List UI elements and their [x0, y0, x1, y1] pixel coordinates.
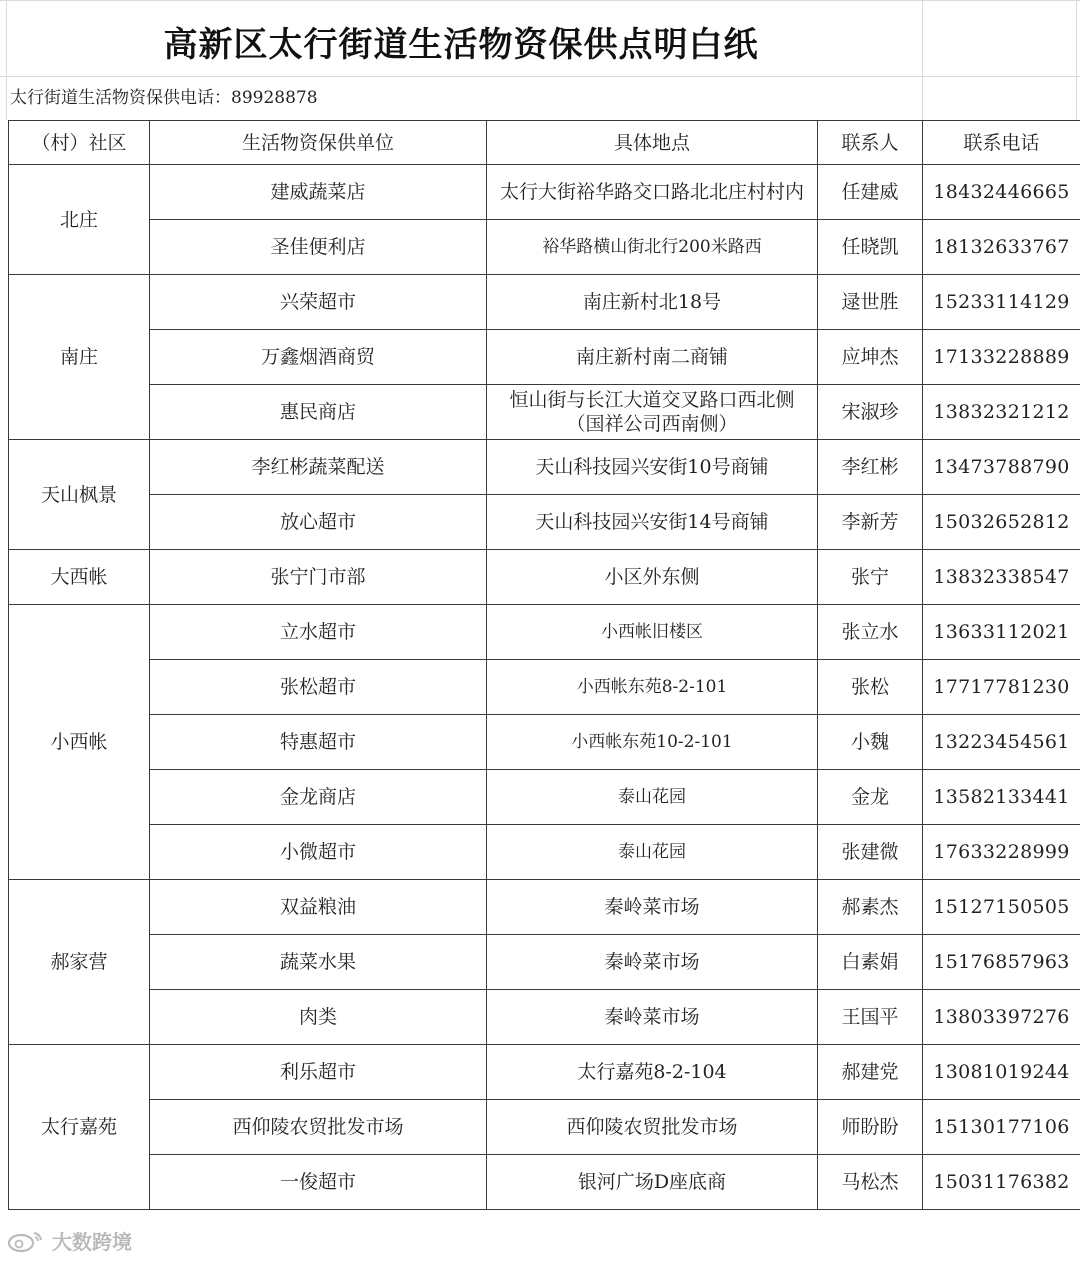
table-row	[9, 550, 1080, 605]
contact-cell: 李红彬	[818, 440, 923, 495]
table-row	[9, 715, 1080, 770]
address-cell: 南庄新村北18号	[487, 275, 818, 330]
table-row	[9, 1045, 1080, 1100]
address-cell: 西仰陵农贸批发市场	[487, 1100, 818, 1155]
header-address: 具体地点	[487, 121, 818, 165]
community-cell: 北庄	[9, 165, 150, 275]
supply-unit-cell: 万鑫烟酒商贸	[150, 330, 487, 385]
phone-cell: 13473788790	[923, 440, 1080, 495]
phone-cell: 17717781230	[923, 660, 1080, 715]
contact-cell: 金龙	[818, 770, 923, 825]
phone-cell: 13633112021	[923, 605, 1080, 660]
address-cell: 小西帐东苑8-2-101	[487, 660, 818, 715]
table-row	[9, 770, 1080, 825]
table-row	[9, 165, 1080, 220]
address-cell: 小西帐东苑10-2-101	[487, 715, 818, 770]
supply-unit-cell: 利乐超市	[150, 1045, 487, 1100]
contact-cell: 张立水	[818, 605, 923, 660]
contact-cell: 郝素杰	[818, 880, 923, 935]
address-cell: 恒山街与长江大道交叉路口西北侧（国祥公司西南侧）	[487, 385, 818, 440]
phone-cell: 13803397276	[923, 990, 1080, 1045]
supply-unit-cell: 肉类	[150, 990, 487, 1045]
supply-unit-cell: 小微超市	[150, 825, 487, 880]
phone-cell: 17133228889	[923, 330, 1080, 385]
phone-cell: 18132633767	[923, 220, 1080, 275]
community-cell: 太行嘉苑	[9, 1045, 150, 1210]
phone-cell: 15031176382	[923, 1155, 1080, 1210]
phone-cell: 15127150505	[923, 880, 1080, 935]
page-title: 高新区太行街道生活物资保供点明白纸	[163, 24, 759, 65]
community-cell: 天山枫景	[9, 440, 150, 550]
supply-unit-cell: 金龙商店	[150, 770, 487, 825]
contact-cell: 张松	[818, 660, 923, 715]
table-row	[9, 385, 1080, 440]
supply-unit-cell: 一俊超市	[150, 1155, 487, 1210]
table-row	[9, 660, 1080, 715]
contact-cell: 王国平	[818, 990, 923, 1045]
sheet-gridline	[922, 0, 923, 120]
sheet-gridline	[0, 0, 1080, 1]
contact-cell: 张宁	[818, 550, 923, 605]
community-cell: 南庄	[9, 275, 150, 440]
header-supply-unit: 生活物资保供单位	[150, 121, 487, 165]
supply-unit-cell: 放心超市	[150, 495, 487, 550]
hotline-text: 太行街道生活物资保供电话：89928878	[10, 88, 318, 108]
address-cell: 天山科技园兴安街14号商铺	[487, 495, 818, 550]
address-cell: 小区外东侧	[487, 550, 818, 605]
sheet-gridline	[1076, 0, 1077, 120]
supply-unit-cell: 惠民商店	[150, 385, 487, 440]
phone-cell: 17633228999	[923, 825, 1080, 880]
address-cell: 天山科技园兴安街10号商铺	[487, 440, 818, 495]
header-contact: 联系人	[818, 121, 923, 165]
table-row	[9, 330, 1080, 385]
sheet-gridline	[0, 76, 1080, 77]
table-row	[9, 605, 1080, 660]
supply-unit-cell: 张松超市	[150, 660, 487, 715]
phone-cell: 13832321212	[923, 385, 1080, 440]
contact-cell: 任建威	[818, 165, 923, 220]
phone-cell: 18432446665	[923, 165, 1080, 220]
supply-unit-cell: 建威蔬菜店	[150, 165, 487, 220]
table-row	[9, 495, 1080, 550]
header-phone: 联系电话	[923, 121, 1080, 165]
contact-cell: 宋淑珍	[818, 385, 923, 440]
contact-cell: 张建微	[818, 825, 923, 880]
address-cell: 银河广场D座底商	[487, 1155, 818, 1210]
supply-unit-cell: 兴荣超市	[150, 275, 487, 330]
address-cell: 南庄新村南二商铺	[487, 330, 818, 385]
weibo-logo-icon	[6, 1229, 46, 1253]
table-row	[9, 1155, 1080, 1210]
address-cell: 秦岭菜市场	[487, 990, 818, 1045]
community-cell: 大西帐	[9, 550, 150, 605]
phone-cell: 13582133441	[923, 770, 1080, 825]
supply-unit-cell: 立水超市	[150, 605, 487, 660]
phone-cell: 15233114129	[923, 275, 1080, 330]
contact-cell: 白素娟	[818, 935, 923, 990]
table-row	[9, 825, 1080, 880]
phone-cell: 15130177106	[923, 1100, 1080, 1155]
contact-cell: 师盼盼	[818, 1100, 923, 1155]
contact-cell: 郝建党	[818, 1045, 923, 1100]
table-row	[9, 1100, 1080, 1155]
community-cell: 小西帐	[9, 605, 150, 880]
contact-cell: 应坤杰	[818, 330, 923, 385]
address-cell: 秦岭菜市场	[487, 880, 818, 935]
contact-cell: 小魏	[818, 715, 923, 770]
contact-cell: 任晓凯	[818, 220, 923, 275]
address-cell: 小西帐旧楼区	[487, 605, 818, 660]
supply-unit-cell: 李红彬蔬菜配送	[150, 440, 487, 495]
supply-unit-cell: 蔬菜水果	[150, 935, 487, 990]
contact-cell: 逯世胜	[818, 275, 923, 330]
phone-cell: 13223454561	[923, 715, 1080, 770]
address-cell: 太行嘉苑8-2-104	[487, 1045, 818, 1100]
table-header-row	[9, 121, 1080, 165]
phone-cell: 15032652812	[923, 495, 1080, 550]
watermark-text: 大数跨境	[52, 1230, 132, 1254]
address-cell: 裕华路横山街北行200米路西	[487, 220, 818, 275]
table-row	[9, 440, 1080, 495]
community-cell: 郝家营	[9, 880, 150, 1045]
table-row	[9, 990, 1080, 1045]
address-cell: 太行大街裕华路交口路北北庄村村内	[487, 165, 818, 220]
contact-cell: 马松杰	[818, 1155, 923, 1210]
header-community: （村）社区	[9, 121, 150, 165]
phone-cell: 15176857963	[923, 935, 1080, 990]
table-row	[9, 220, 1080, 275]
phone-cell: 13832338547	[923, 550, 1080, 605]
supply-unit-cell: 张宁门市部	[150, 550, 487, 605]
phone-cell: 13081019244	[923, 1045, 1080, 1100]
supply-unit-cell: 西仰陵农贸批发市场	[150, 1100, 487, 1155]
supply-unit-cell: 双益粮油	[150, 880, 487, 935]
table-row	[9, 275, 1080, 330]
supply-points-table	[8, 120, 1080, 1210]
supply-unit-cell: 圣佳便利店	[150, 220, 487, 275]
address-cell: 泰山花园	[487, 825, 818, 880]
contact-cell: 李新芳	[818, 495, 923, 550]
address-cell: 秦岭菜市场	[487, 935, 818, 990]
address-cell: 泰山花园	[487, 770, 818, 825]
supply-unit-cell: 特惠超市	[150, 715, 487, 770]
watermark	[6, 1226, 132, 1255]
table-row	[9, 935, 1080, 990]
table-row	[9, 880, 1080, 935]
